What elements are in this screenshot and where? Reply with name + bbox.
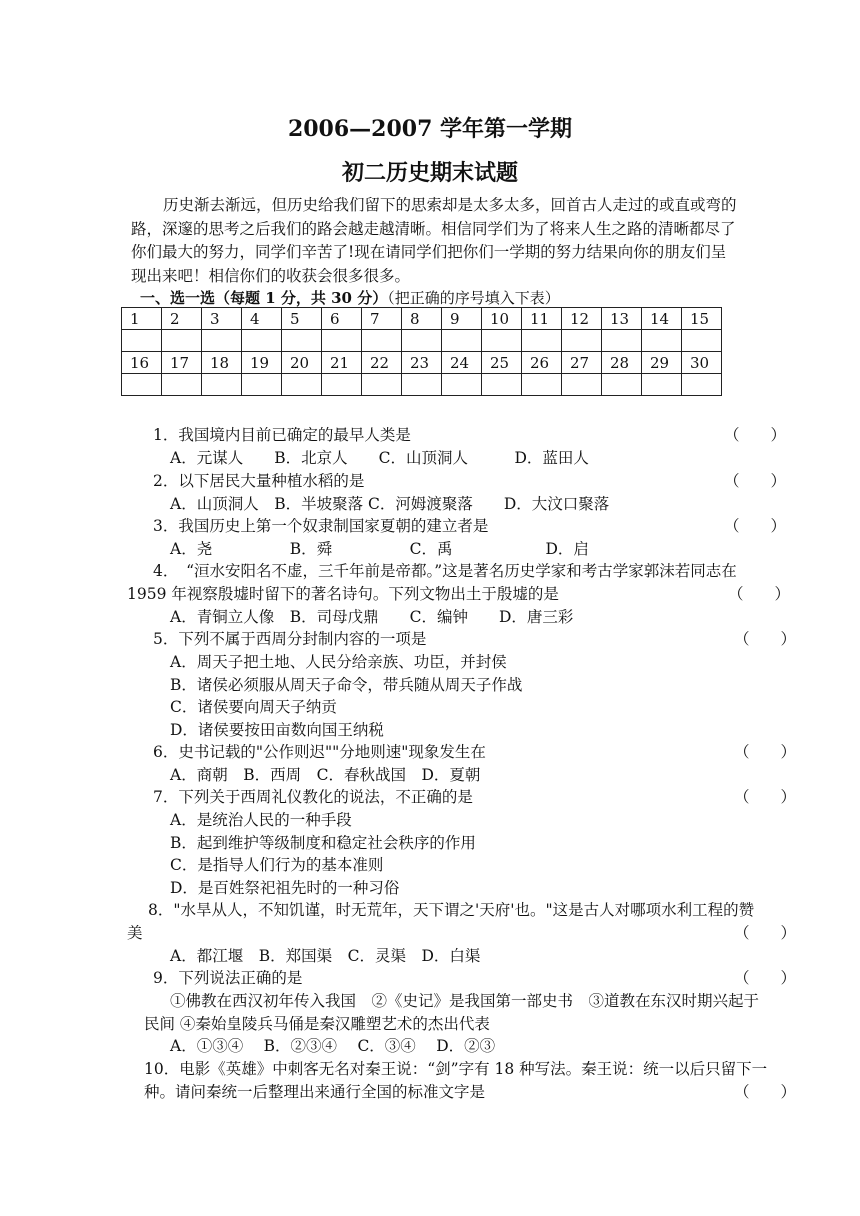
answer-table-number-row bbox=[122, 352, 722, 374]
question-3: 3．我国历史上第一个奴隶制国家夏朝的建立者是 bbox=[153, 517, 489, 535]
answer-cell[interactable] bbox=[322, 330, 362, 352]
question-4: 4． “洹水安阳名不虚，三千年前是帝都。”这是著名历史学家和考古学家郭沫若同志在 bbox=[153, 562, 737, 580]
answer-number: 25 bbox=[482, 352, 522, 374]
answer-cell[interactable] bbox=[682, 330, 722, 352]
answer-number: 30 bbox=[682, 352, 722, 374]
answer-number: 10 bbox=[482, 308, 522, 330]
answer-number: 1 bbox=[122, 308, 162, 330]
answer-cell[interactable] bbox=[682, 374, 722, 396]
question-6-options: A．商朝 B．西周 C．春秋战国 D．夏朝 bbox=[170, 766, 481, 784]
question-8-options: A．都江堰 B．郑国渠 C．灵渠 D．白渠 bbox=[170, 947, 481, 965]
answer-number: 28 bbox=[602, 352, 642, 374]
answer-cell[interactable] bbox=[522, 374, 562, 396]
answer-number: 20 bbox=[282, 352, 322, 374]
answer-number: 29 bbox=[642, 352, 682, 374]
question-1: 1．我国境内目前已确定的最早人类是 bbox=[153, 426, 411, 444]
intro-paragraph: 历史渐去渐远，但历史给我们留下的思索却是太多太多，回首古人走过的或直或弯的路，深邃的思考之后我们的路会越走越清晰。相信同学们为了将来人生之路的清晰都尽了你们最大的努力，同学们辛苦了!现在请同学们把你们一学期的努力结果向你的朋友们呈现出来吧！相信你们的收获会很多很多。 bbox=[131, 196, 737, 285]
question-4-options: A．青铜立人像 B．司母戊鼎 C．编钟 D．唐三彩 bbox=[170, 608, 574, 626]
answer-table-blank-row bbox=[122, 374, 722, 396]
question-7-option-a: A．是统治人民的一种手段 bbox=[170, 811, 352, 829]
exam-title-year: 2006—2007 学年第一学期 bbox=[287, 116, 573, 142]
answer-cell[interactable] bbox=[202, 374, 242, 396]
answer-number: 14 bbox=[642, 308, 682, 330]
answer-blank: （ ） bbox=[734, 969, 797, 987]
question-1-options: A．元谋人 B．北京人 C．山顶洞人 D．蓝田人 bbox=[170, 449, 589, 467]
question-5-option-a: A．周天子把土地、人民分给亲族、功臣，并封侯 bbox=[170, 653, 507, 671]
answer-table-number-row bbox=[122, 308, 722, 330]
question-5: 5．下列不属于西周分封制内容的一项是 bbox=[153, 630, 427, 648]
answer-cell[interactable] bbox=[282, 374, 322, 396]
answer-cell[interactable] bbox=[242, 330, 282, 352]
answer-number: 6 bbox=[322, 308, 362, 330]
answer-blank: （ ） bbox=[734, 924, 797, 942]
question-9: 9．下列说法正确的是 bbox=[153, 969, 303, 987]
answer-cell[interactable] bbox=[562, 330, 602, 352]
answer-cell[interactable] bbox=[122, 374, 162, 396]
answer-number: 13 bbox=[602, 308, 642, 330]
question-10-cont: 种。请问秦统一后整理出来通行全国的标准文字是 bbox=[144, 1083, 486, 1101]
question-7-option-c: C．是指导人们行为的基本准则 bbox=[170, 856, 384, 874]
exam-title-subject: 初二历史期末试题 bbox=[341, 160, 518, 186]
answer-number: 7 bbox=[362, 308, 402, 330]
answer-cell[interactable] bbox=[642, 374, 682, 396]
answer-blank: （ ） bbox=[728, 585, 791, 603]
answer-number: 21 bbox=[322, 352, 362, 374]
answer-cell[interactable] bbox=[242, 374, 282, 396]
answer-cell[interactable] bbox=[642, 330, 682, 352]
answer-number: 23 bbox=[402, 352, 442, 374]
question-9-statements-cont: 民间 ④秦始皇陵兵马俑是秦汉雕塑艺术的杰出代表 bbox=[144, 1015, 490, 1033]
answer-number: 18 bbox=[202, 352, 242, 374]
answer-blank: （ ） bbox=[724, 517, 787, 535]
answer-cell[interactable] bbox=[442, 330, 482, 352]
answer-cell[interactable] bbox=[202, 330, 242, 352]
answer-number: 3 bbox=[202, 308, 242, 330]
answer-blank: （ ） bbox=[724, 472, 787, 490]
answer-number: 19 bbox=[242, 352, 282, 374]
question-8-cont: 美 bbox=[127, 924, 143, 942]
answer-blank: （ ） bbox=[724, 426, 787, 444]
answer-number: 12 bbox=[562, 308, 602, 330]
answer-number: 5 bbox=[282, 308, 322, 330]
answer-number: 4 bbox=[242, 308, 282, 330]
question-7: 7．下列关于西周礼仪教化的说法，不正确的是 bbox=[153, 788, 473, 806]
answer-cell[interactable] bbox=[322, 374, 362, 396]
answer-number: 17 bbox=[162, 352, 202, 374]
section-heading-note: （把正确的序号填入下表） bbox=[387, 289, 560, 307]
answer-cell[interactable] bbox=[162, 330, 202, 352]
answer-number: 27 bbox=[562, 352, 602, 374]
answer-blank: （ ） bbox=[734, 788, 797, 806]
question-2: 2．以下居民大量种植水稻的是 bbox=[153, 472, 365, 490]
answer-blank: （ ） bbox=[734, 1083, 797, 1101]
answer-cell[interactable] bbox=[482, 374, 522, 396]
answer-number: 2 bbox=[162, 308, 202, 330]
answer-cell[interactable] bbox=[522, 330, 562, 352]
answer-cell[interactable] bbox=[362, 330, 402, 352]
section-heading-bold: 一、选一选（每题 1 分，共 30 分） bbox=[140, 289, 388, 307]
answer-number: 26 bbox=[522, 352, 562, 374]
answer-cell[interactable] bbox=[122, 330, 162, 352]
question-10: 10．电影《英雄》中刺客无名对秦王说：“剑”字有 18 种写法。秦王说：统一以后只留下一 bbox=[144, 1060, 768, 1078]
question-7-option-d: D．是百姓祭祀祖先时的一种习俗 bbox=[170, 879, 400, 897]
question-9-options: A．①③④ B．②③④ C．③④ D．②③ bbox=[170, 1037, 496, 1055]
answer-cell[interactable] bbox=[162, 374, 202, 396]
answer-number: 22 bbox=[362, 352, 402, 374]
answer-number: 8 bbox=[402, 308, 442, 330]
answer-cell[interactable] bbox=[362, 374, 402, 396]
answer-table-blank-row bbox=[122, 330, 722, 352]
answer-cell[interactable] bbox=[282, 330, 322, 352]
question-9-statements: ①佛教在西汉初年传入我国 ②《史记》是我国第一部史书 ③道教在东汉时期兴起于 bbox=[170, 992, 760, 1010]
question-6: 6．史书记载的"公作则迟""分地则速"现象发生在 bbox=[153, 743, 486, 761]
answer-number: 16 bbox=[122, 352, 162, 374]
answer-cell[interactable] bbox=[442, 374, 482, 396]
answer-table bbox=[121, 307, 722, 396]
answer-cell[interactable] bbox=[482, 330, 522, 352]
answer-cell[interactable] bbox=[602, 374, 642, 396]
answer-blank: （ ） bbox=[734, 630, 797, 648]
question-7-option-b: B．起到维护等级制度和稳定社会秩序的作用 bbox=[170, 834, 476, 852]
question-4-cont: 1959 年视察殷墟时留下的著名诗句。下列文物出土于殷墟的是 bbox=[127, 585, 559, 603]
answer-number: 11 bbox=[522, 308, 562, 330]
question-5-option-b: B．诸侯必须服从周天子命令，带兵随从周天子作战 bbox=[170, 676, 523, 694]
answer-blank: （ ） bbox=[734, 743, 797, 761]
answer-number: 24 bbox=[442, 352, 482, 374]
question-5-option-d: D．诸侯要按田亩数向国王纳税 bbox=[170, 721, 384, 739]
answer-cell[interactable] bbox=[402, 374, 442, 396]
section-heading bbox=[140, 287, 560, 308]
answer-cell[interactable] bbox=[602, 330, 642, 352]
answer-number: 9 bbox=[442, 308, 482, 330]
answer-cell[interactable] bbox=[402, 330, 442, 352]
question-3-options: A．尧 B．舜 C．禹 D．启 bbox=[170, 540, 589, 558]
answer-cell[interactable] bbox=[562, 374, 602, 396]
answer-number: 15 bbox=[682, 308, 722, 330]
question-5-option-c: C．诸侯要向周天子纳贡 bbox=[170, 698, 337, 716]
question-2-options: A．山顶洞人 B．半坡聚落 C．河姆渡聚落 D．大汶口聚落 bbox=[170, 495, 610, 513]
question-8: 8．"水旱从人，不知饥谨，时无荒年，天下谓之'天府'也。"这是古人对哪项水利工程的赞 bbox=[148, 901, 755, 919]
